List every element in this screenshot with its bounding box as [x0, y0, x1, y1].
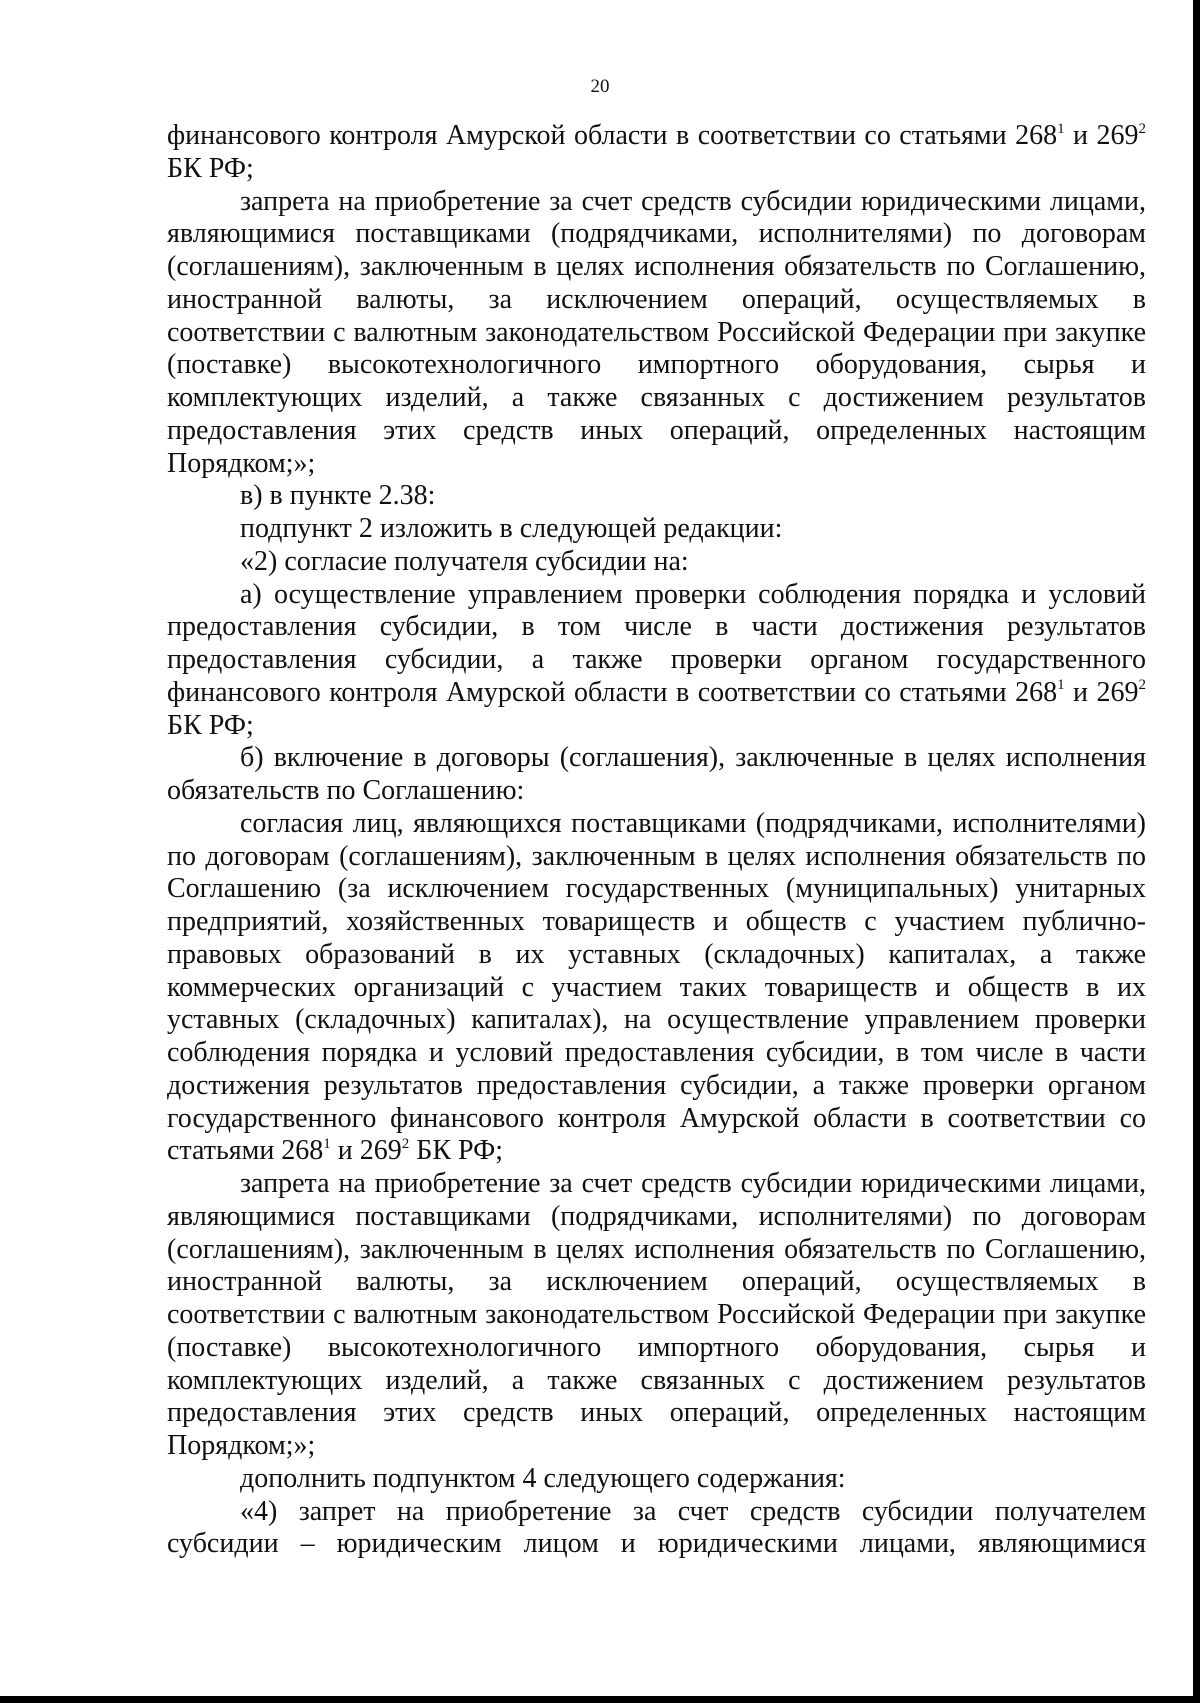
paragraph-p01 — [167, 120, 1146, 186]
text-run: подпункт 2 изложить в следующей редакции: — [240, 513, 783, 544]
text-run: «4) запрет на приобретение за счет средств субсидии получателем субсидии – юридическим лицом и юридическими лицами, являющимися — [167, 1495, 1146, 1560]
superscript: 1 — [1057, 120, 1065, 137]
paragraph-p03 — [167, 480, 1146, 513]
text-run: дополнить подпунктом 4 следующего содержания: — [240, 1462, 846, 1494]
text-run: и 269 — [1064, 120, 1139, 151]
text-run: а) осуществление управлением проверки соблюдения порядка и условий предоставления субсидии, в том числе в части достижения результатов предоставления субсидии, а также проверки органом государственного финансового контроля Амурской области в соответствии со статьями 268 — [167, 578, 1146, 708]
paragraph-p06 — [167, 579, 1146, 743]
superscript: 2 — [1138, 677, 1147, 694]
text-run: «2) согласие получателя субсидии на: — [240, 545, 689, 577]
scan-edge-bottom — [0, 1696, 1200, 1703]
document-body — [167, 120, 1146, 1561]
paragraph-p09 — [167, 1168, 1146, 1463]
superscript: 2 — [401, 1135, 410, 1152]
text-run: согласия лиц, являющихся поставщиками (подрядчиками, исполнителями) по договорам (соглашениям), заключенным в целях исполнения обязательств по Соглашению (за исключением государственных (муниципальных) унитарных предприятий, хозяйственных товариществ и обществ с участием публично-правовых образований в их уставных (складочных) капиталах, а также коммерческих организаций с участием таких товариществ и обществ в их уставных (складочных) капиталах), на осуществление управлением проверки соблюдения порядка и условий предоставления субсидии, в том числе в части достижения результатов предоставления субсидии, а также проверки органом государственного финансового контроля Амурской области в соответствии со статьями 268 — [167, 807, 1146, 1167]
text-run: б) включение в договоры (соглашения), заключенные в целях исполнения обязательств по Соглашению: — [167, 742, 1146, 806]
text-run: запрета на приобретение за счет средств субсидии юридическими лицами, являющимися поставщиками (подрядчиками, исполнителями) по договорам (соглашениям), заключенным в целях исполнения обязательств по Соглашению, иностранной валюты, за исключением операций, осуществляемых в соответствии с валютным законодательством Российской Федерации при закупке (поставке) высокотехнологичного импортного оборудования, сырья и комплектующих изделий, а также связанных с достижением результатов предоставления этих средств иных операций, определенных настоящим Порядком;»; — [167, 1168, 1146, 1461]
scan-edge-right — [1193, 0, 1200, 1703]
paragraph-p10 — [167, 1463, 1146, 1496]
text-run: запрета на приобретение за счет средств субсидии юридическими лицами, являющимися поставщиками (подрядчиками, исполнителями) по договорам (соглашениям), заключенным в целях исполнения обязательств по Соглашению, иностранной валюты, за исключением операций, осуществляемых в соответствии с валютным законодательством Российской Федерации при закупке (поставке) высокотехнологичного импортного оборудования, сырья и комплектующих изделий, а также связанных с достижением результатов предоставления этих средств иных операций, определенных настоящим Порядком;»; — [167, 185, 1146, 479]
text-run: и 269 — [330, 1135, 402, 1167]
superscript: 1 — [1057, 677, 1065, 694]
paragraph-p04 — [167, 513, 1146, 546]
paragraph-p05 — [167, 546, 1146, 579]
paragraph-p08 — [167, 808, 1146, 1168]
text-run: и 269 — [1064, 676, 1139, 708]
superscript: 1 — [323, 1135, 331, 1152]
text-run: в) в пункте 2.38: — [240, 480, 436, 512]
page-number: 20 — [590, 76, 610, 97]
paragraph-p02 — [167, 186, 1146, 481]
text-run: БК РФ; — [167, 152, 254, 184]
superscript: 2 — [1138, 120, 1147, 137]
text-run: БК РФ; — [167, 709, 254, 741]
text-run: финансового контроля Амурской области в соответствии со статьями 268 — [167, 120, 1058, 151]
paragraph-p07 — [167, 742, 1146, 808]
paragraph-p11 — [167, 1496, 1146, 1562]
text-run: БК РФ; — [409, 1135, 504, 1167]
